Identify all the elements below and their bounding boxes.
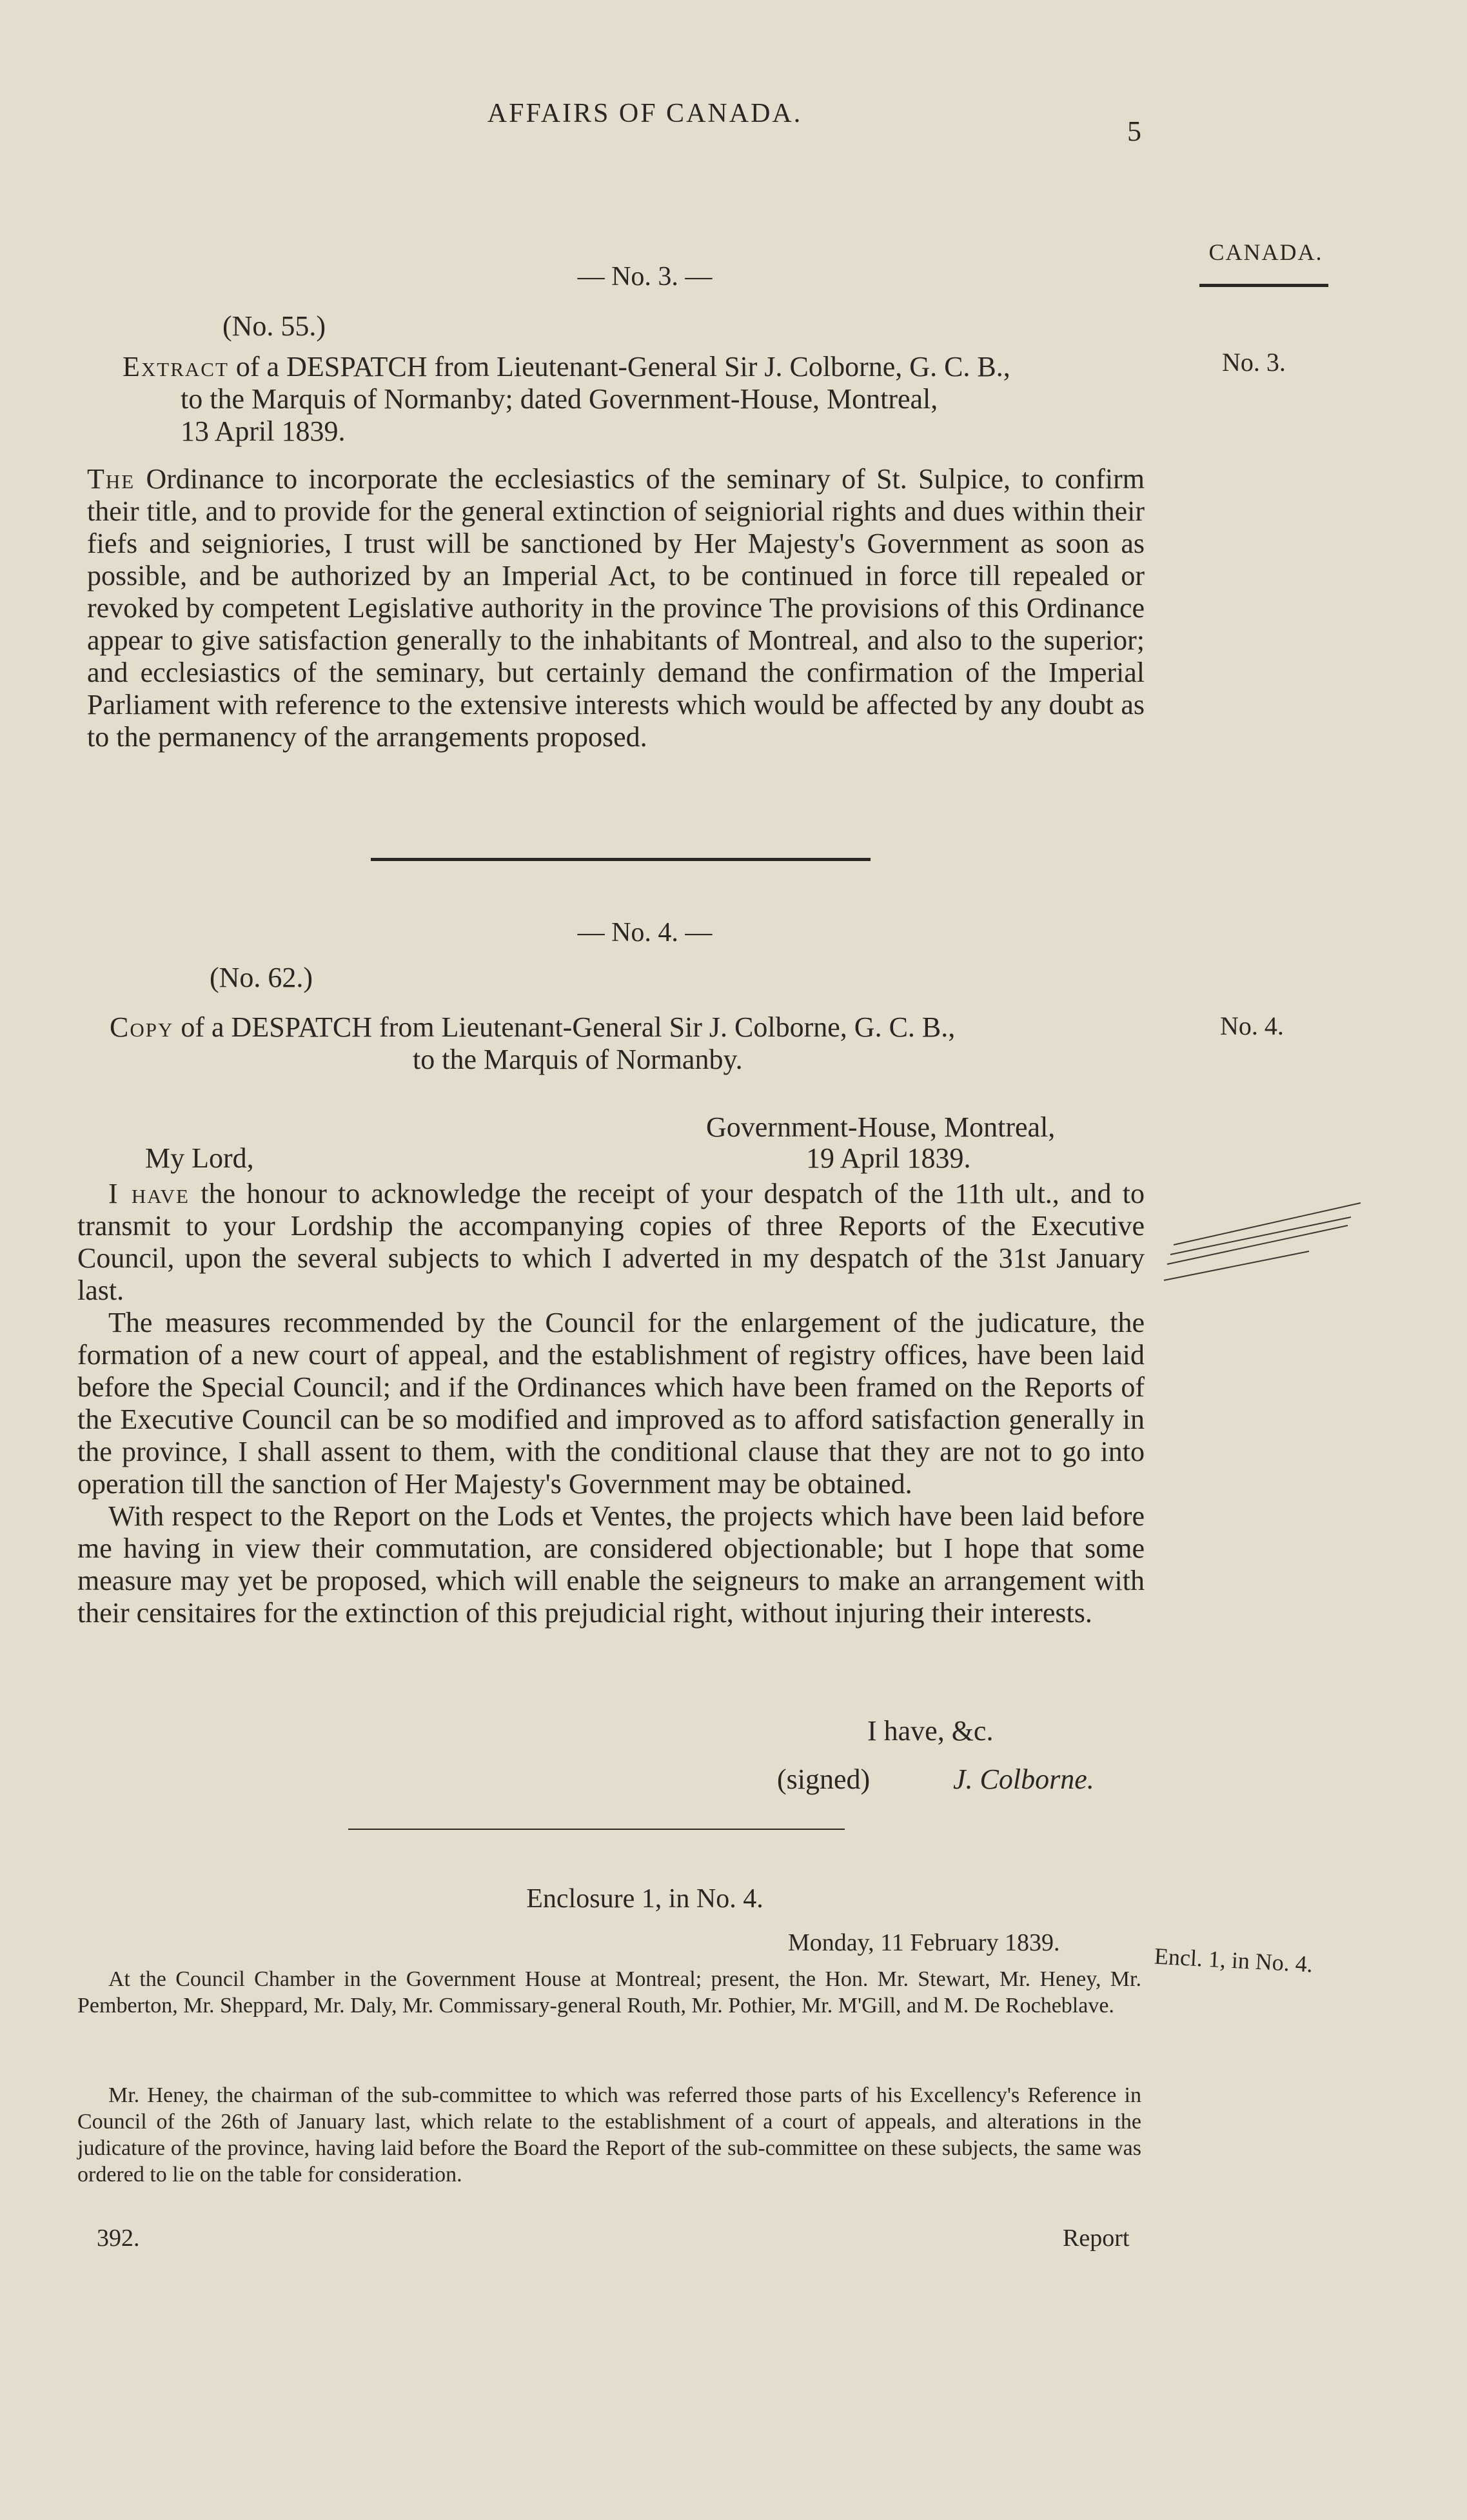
letter-date: 19 April 1839. — [806, 1142, 971, 1174]
margin-ref-no4: No. 4. — [1220, 1011, 1284, 1040]
title-line: of a DESPATCH from Lieutenant-General Sir J. Colborne, G. C. B., — [181, 1011, 956, 1043]
despatch-number-no4: (No. 62.) — [210, 962, 313, 993]
title-line: 13 April 1839. — [181, 415, 346, 447]
letter-place: Government-House, Montreal, — [706, 1111, 1056, 1143]
signature-mark: 392. — [97, 2225, 140, 2252]
paragraph-text: At the Council Chamber in the Government House at Montreal; present, the Hon. Mr. Stewart, Mr. Heney, Mr. Pemberton, Mr. Sheppard, Mr. Daly, Mr. Commissary-general Routh, Mr. Pothier, Mr. M'Gill, and M. De Rocheblave. — [77, 1967, 1141, 2018]
enclosure-paragraph-2 — [77, 2082, 1141, 2188]
margin-colony-label: CANADA. — [1208, 239, 1323, 265]
paragraph-text: With respect to the Report on the Lods et Ventes, the projects which have been laid before me having in view their commutation, are considered objectionable; but I hope that some measure may yet be proposed, which will enable the seigneurs to make an arrangement with their censitaires for the extinction of this prejudicial right, without injuring their interests. — [77, 1500, 1145, 1629]
enclosure-paragraph-1 — [77, 1966, 1141, 2019]
letter-salutation: My Lord, — [145, 1142, 254, 1174]
section-heading-no3: — No. 3. — — [577, 262, 713, 292]
title-line: to the Marquis of Normanby; dated Government-House, Montreal, — [181, 383, 938, 415]
margin-ref-no3: No. 3. — [1222, 348, 1286, 377]
extract-word: Extract — [123, 351, 229, 382]
page-number: 5 — [1127, 115, 1141, 147]
letter-closing: I have, &c. — [867, 1715, 994, 1747]
enclosure-date: Monday, 11 February 1839. — [788, 1929, 1060, 1956]
letter-body-no4 — [77, 1178, 1145, 1629]
signed-label: (signed) — [777, 1763, 871, 1795]
copy-word: Copy — [110, 1011, 174, 1043]
paragraph-text: Ordinance to incorporate the ecclesiastics of the seminary of St. Sulpice, to confirm their title, and to provide for the general extinction of seigniorial rights and dues within their fiefs and seigniories, I trust will be sanctioned by Her Majesty's Government as soon as possible, and be authorized by an Imperial Act, to be continued in force till repealed or revoked by competent Legislative authority in the province The provisions of this Ordinance appear to give satisfaction generally to the inhabitants of Montreal, and also to the superior; and ecclesiastics of the seminary, but certainly demand the confirmation of the Imperial Parliament with reference to the extensive interests which would be affected by any doubt as to the permanency of the arrangements proposed. — [87, 463, 1145, 753]
section-heading-no4: — No. 4. — — [577, 918, 713, 947]
despatch-number-no3: (No. 55.) — [222, 310, 326, 342]
catchword: Report — [1063, 2225, 1130, 2252]
running-title: AFFAIRS OF CANADA. — [487, 99, 803, 128]
section-divider — [371, 858, 871, 861]
the-word: The — [87, 463, 135, 495]
paragraph-text: Mr. Heney, the chairman of the sub-committee to which was referred those parts of his Excellency's Reference in Council of the 26th of January last, which relate to the establishment of a court of appeals, and alterations in the judicature of the province, having laid before the Board the Report of the sub-committee on these subjects, the same was ordered to lie on the table for consideration. — [77, 2083, 1141, 2187]
signature: J. Colborne. — [953, 1763, 1094, 1795]
pen-strokes-mark — [1161, 1196, 1367, 1293]
margin-ref-enclosure: Encl. 1, in No. 4. — [1154, 1943, 1314, 1978]
paragraph-text: the honour to acknowledge the receipt of your despatch of the 11th ult., and to transmit to your Lordship the accompanying copies of three Reports of the Executive Council, upon the several subjects to which I adverted in my despatch of the 31st January last. — [77, 1178, 1145, 1306]
paragraph-text: The measures recommended by the Council for the enlargement of the judicature, the formation of a new court of appeal, and the establishment of registry offices, have been laid before the Special Council; and if the Ordinances which have been framed on the Reports of the Executive Council can be so modified and improved as to afford satisfaction generally in the province, I shall assent to them, with the conditional clause that they are not to go into operation till the sanction of Her Majesty's Government may be obtained. — [77, 1307, 1145, 1500]
paragraph-no3 — [87, 463, 1145, 753]
despatch-title-no4 — [110, 1011, 1225, 1076]
enclosure-heading: Enclosure 1, in No. 4. — [526, 1884, 763, 1914]
despatch-title-no3 — [123, 351, 1212, 448]
title-line: to the Marquis of Normanby. — [413, 1044, 743, 1075]
title-line: of a DESPATCH from Lieutenant-General Sir J. Colborne, G. C. B., — [235, 351, 1010, 382]
i-have-word: I have — [108, 1178, 190, 1209]
enclosure-divider — [348, 1829, 845, 1830]
